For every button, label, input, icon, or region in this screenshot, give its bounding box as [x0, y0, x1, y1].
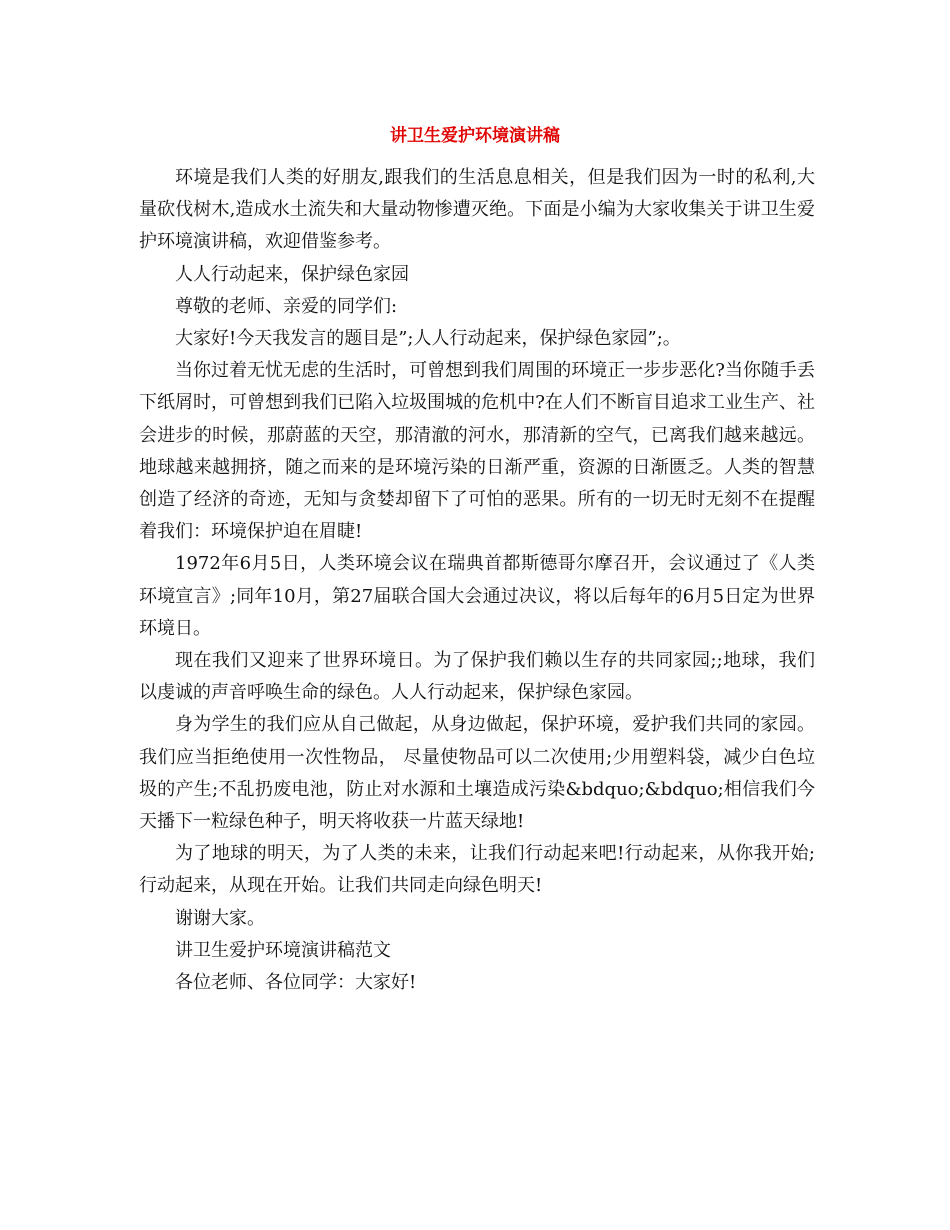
paragraph-salutation: 尊敬的老师、亲爱的同学们: — [175, 295, 398, 317]
paragraph-intro: 环境是我们人类的好朋友,跟我们的生活息息相关，但是我们因为一时的私利,大量砍伐树木,造成水土流失和大量动物惨遭灭绝。下面是小编为大家收集关于讲卫生爱护环境演讲稿，欢迎借鉴参考。 — [139, 167, 815, 253]
paragraph-history-1972: 1972年6月5日，人类环境会议在瑞典首都斯德哥尔摩召开，会议通过了《人类环境宣言》;同年10月，第27届联合国大会通过决议，将以后每年的6月5日定为世界环境日。 — [139, 553, 815, 639]
paragraph-students-action: 身为学生的我们应从自己做起，从身边做起，保护环境，爱护我们共同的家园。我们应当拒绝使用一次性物品， 尽量使物品可以二次使用;少用塑料袋，减少白色垃圾的产生;不乱扔废电池，防止对水源和土壤造成污染&bdquo;&bdquo;相信我们今天播下一粒绿色种子，明天将收获一片蓝天绿地! — [139, 714, 815, 833]
paragraph-second-title: 讲卫生爱护环境演讲稿范文 — [175, 939, 391, 961]
document-title: 讲卫生爱护环境演讲稿 — [390, 126, 560, 146]
paragraph-call-to-action: 为了地球的明天，为了人类的未来，让我们行动起来吧!行动起来，从你我开始;行动起来，从现在开始。让我们共同走向绿色明天! — [139, 843, 815, 897]
paragraph-second-greeting: 各位老师、各位同学：大家好! — [175, 972, 417, 994]
paragraph-greeting: 大家好!今天我发言的题目是”;人人行动起来，保护绿色家园”;。 — [175, 328, 681, 350]
paragraph-environment-day: 现在我们又迎来了世界环境日。为了保护我们赖以生存的共同家园;;地球，我们以虔诚的声音呼唤生命的绿色。人人行动起来，保护绿色家园。 — [139, 650, 815, 704]
document-body — [139, 162, 815, 999]
paragraph-speech-title: 人人行动起来，保护绿色家园 — [175, 263, 409, 285]
paragraph-thanks: 谢谢大家。 — [175, 907, 265, 929]
paragraph-environment-worsening: 当你过着无忧无虑的生活时，可曾想到我们周围的环境正一步步恶化?当你随手丢下纸屑时，可曾想到我们已陷入垃圾围城的危机中?在人们不断盲目追求工业生产、社会进步的时候，那蔚蓝的天空，那清澈的河水，那清新的空气，已离我们越来越远。地球越来越拥挤，随之而来的是环境污染的日渐严重，资源的日渐匮乏。人类的智慧创造了经济的奇迹，无知与贪婪却留下了可怕的恶果。所有的一切无时无刻不在提醒着我们：环境保护迫在眉睫! — [139, 360, 815, 543]
